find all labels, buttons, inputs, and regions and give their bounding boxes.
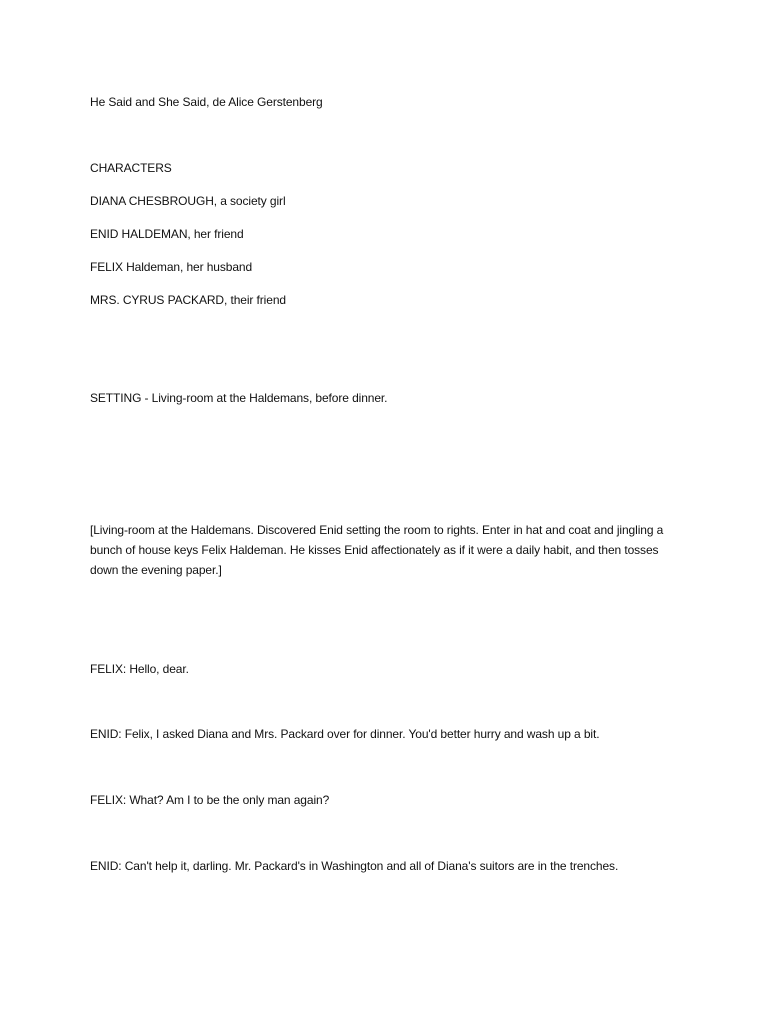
character-item: ENID HALDEMAN, her friend [90,227,244,241]
character-item: FELIX Haldeman, her husband [90,260,253,274]
stage-direction: [Living-room at the Haldemans. Discovered Enid setting the room to rights. Enter in hat and coat and jingling a bunch of house keys Felix Haldeman. He kisses Enid affectionately as if it were a daily habit, and then tosses down the evening paper.] [90,523,664,577]
dialogue-line: ENID: Can't help it, darling. Mr. Packard's in Washington and all of Diana's suitors are in the trenches. [90,859,619,873]
dialogue-line: ENID: Felix, I asked Diana and Mrs. Packard over for dinner. You'd better hurry and wash up a bit. [90,727,600,741]
setting-line: SETTING - Living-room at the Haldemans, before dinner. [90,391,388,405]
dialogue-line: FELIX: What? Am I to be the only man again? [90,793,330,807]
character-item: DIANA CHESBROUGH, a society girl [90,194,286,208]
characters-heading: CHARACTERS [90,161,172,175]
document-title: He Said and She Said, de Alice Gerstenberg [90,95,323,109]
character-item: MRS. CYRUS PACKARD, their friend [90,293,286,307]
dialogue-line: FELIX: Hello, dear. [90,662,189,676]
